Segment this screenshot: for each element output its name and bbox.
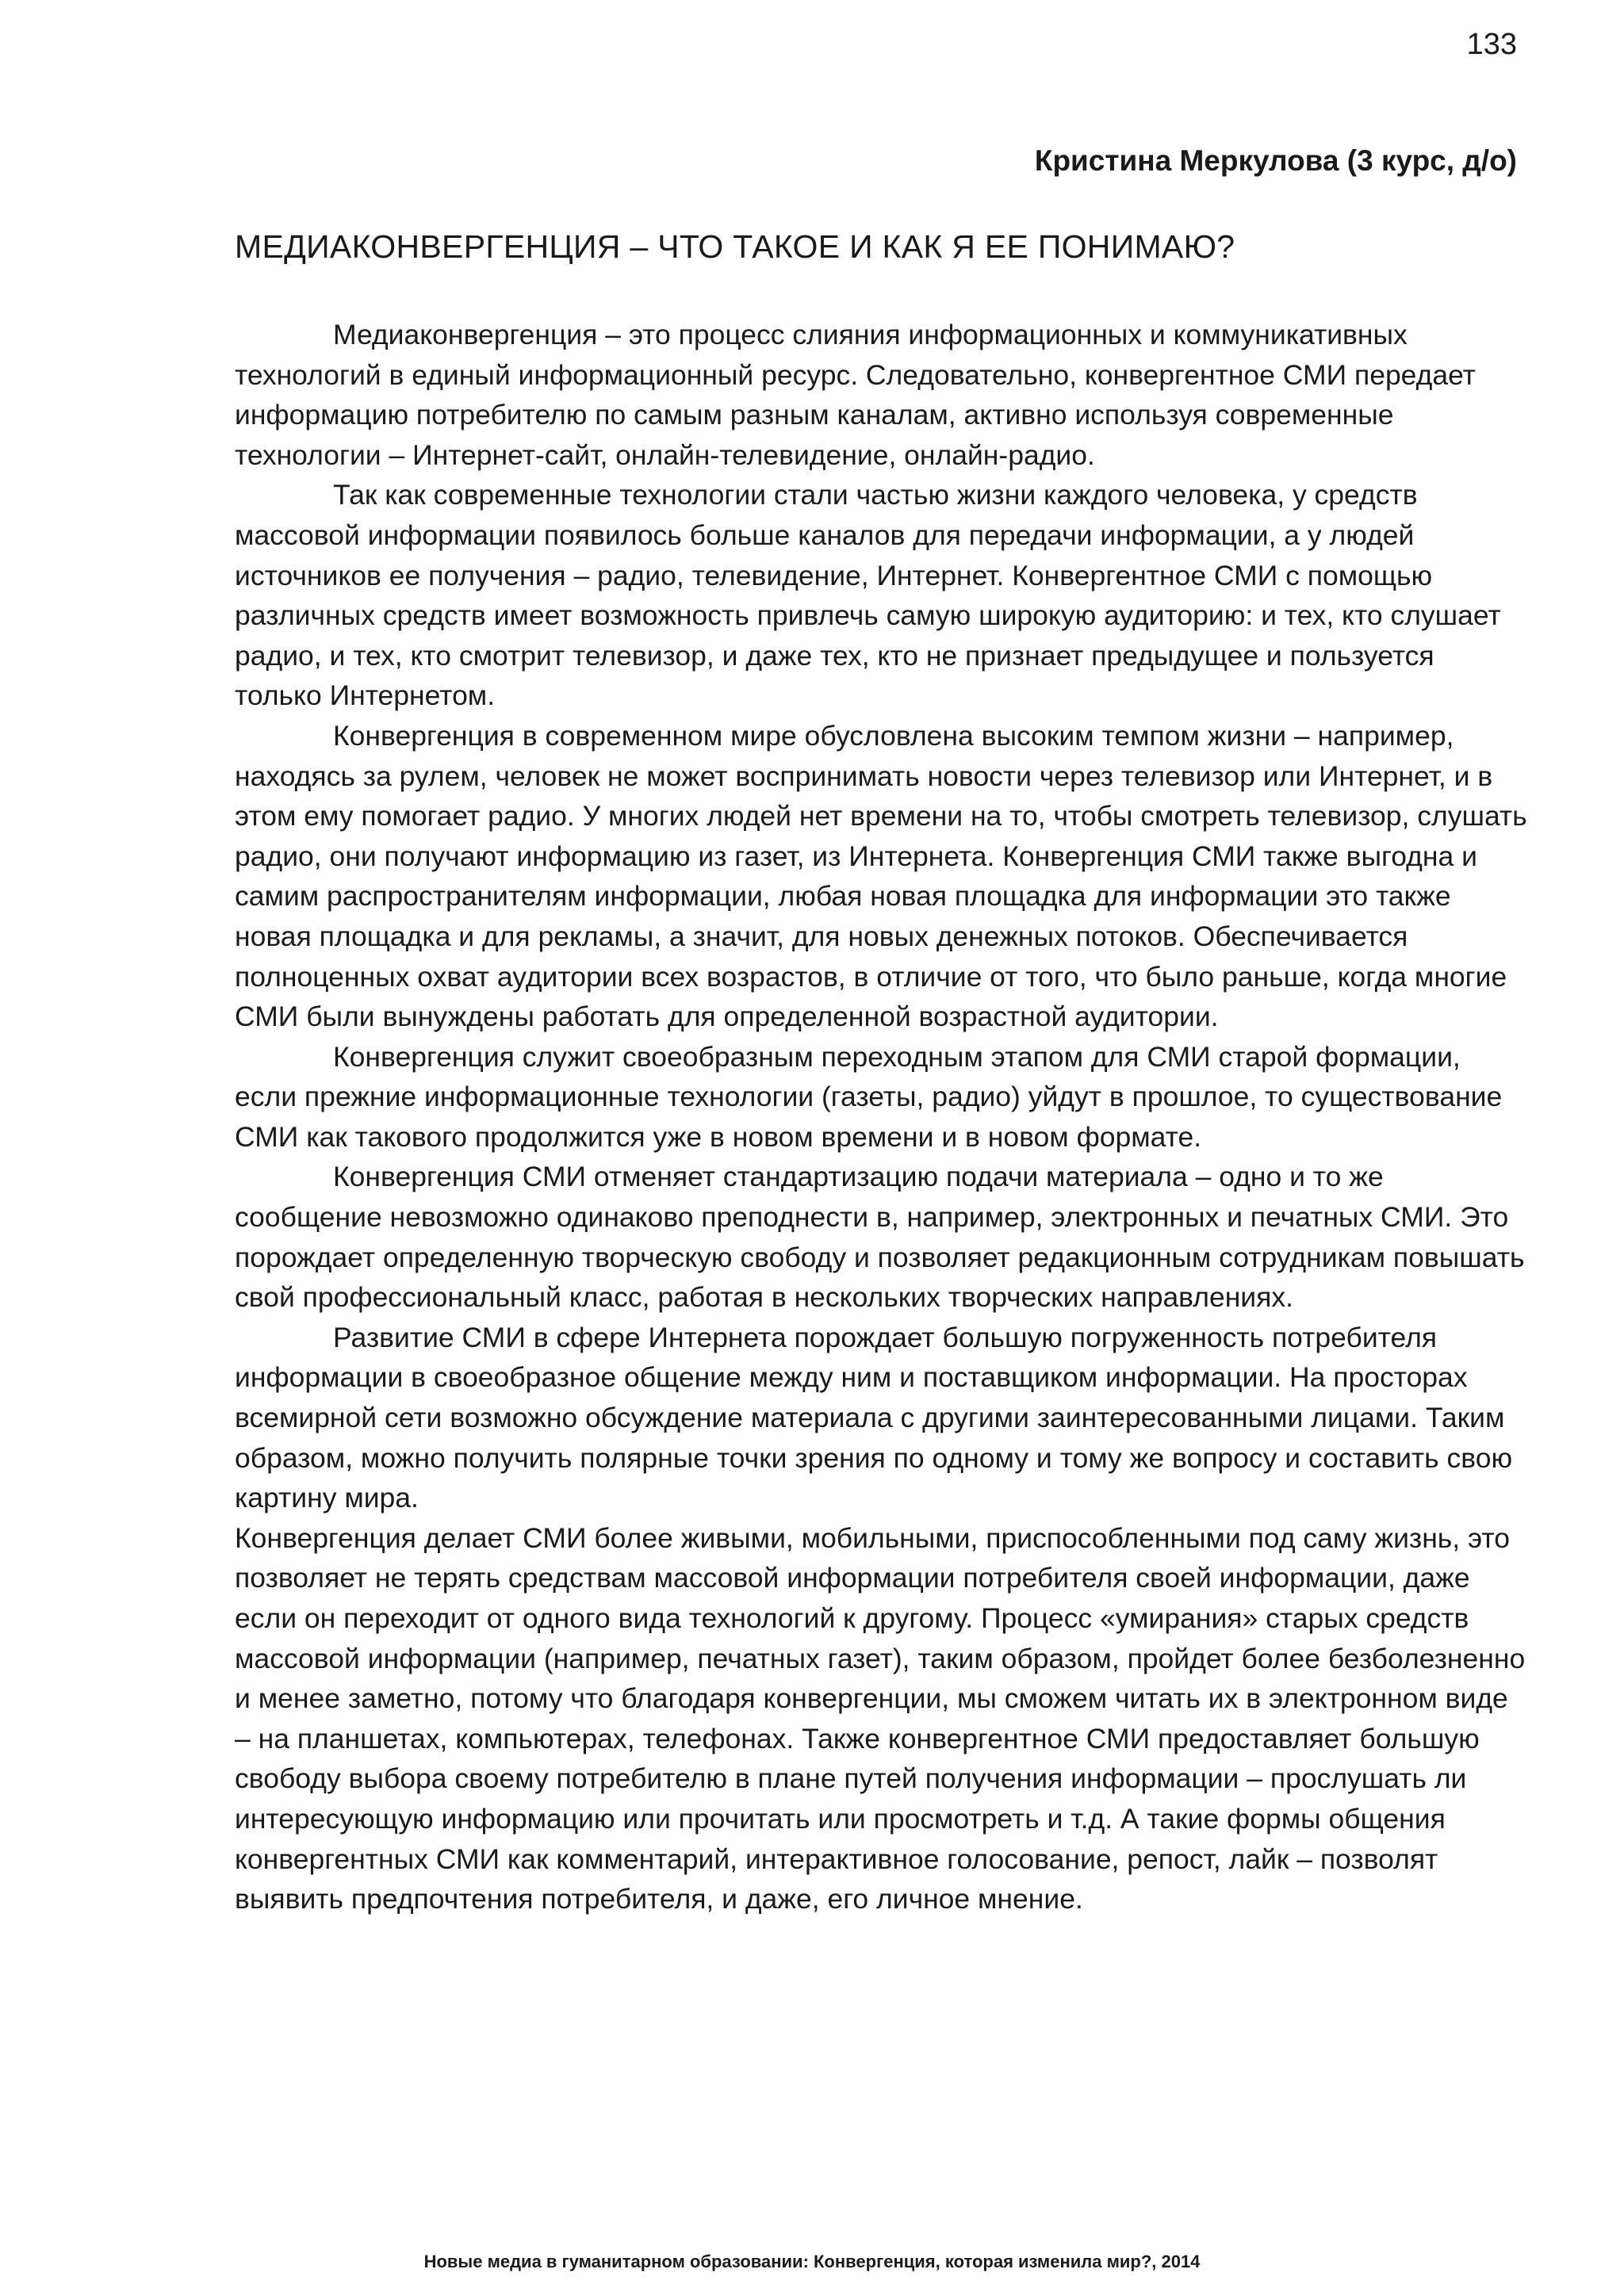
paragraph: Медиаконвергенция – это процесс слияния информационных и коммуникативных технологий в единый информационный ресурс. Следовательно, конвергентное СМИ передает информацию потребителю по самым разным каналам, активно используя современные технологии – Интернет-сайт, онлайн-телевидение, онлайн-радио. <box>235 319 1476 471</box>
article-title: МЕДИАКОНВЕРГЕНЦИЯ – ЧТО ТАКОЕ И КАК Я ЕЕ ПОНИМАЮ? <box>235 228 1235 265</box>
paragraph: Конвергенция делает СМИ более живыми, мобильными, приспособленными под саму жизнь, это позволяет не терять средствам массовой информации потребителя своей информации, даже если он переходит от одного вида технологий к другому. Процесс «умирания» старых средств массовой информации (например, печатных газет), таким образом, пройдет более безболезненно и менее заметно, потому что благодаря конвергенции, мы сможем читать их в электронном виде – на планшетах, компьютерах, телефонах. Также конвергентное СМИ предоставляет большую свободу выбора своему потребителю в плане путей получения информации – прослушать ли интересующую информацию или прочитать или просмотреть и т.д. А такие формы общения конвергентных СМИ как комментарий, интерактивное голосование, репост, лайк – позволят выявить предпочтения потребителя, и даже, его личное мнение. <box>235 1521 1526 1915</box>
page-footer: Новые медиа в гуманитарном образовании: Конвергенция, которая изменила мир?, 2014 <box>423 2252 1201 2271</box>
article-body <box>235 315 1527 1919</box>
paragraph: Развитие СМИ в сфере Интернета порождает большую погруженность потребителя информации в своеобразное общение между ним и поставщиком информации. На просторах всемирной сети возможно обсуждение материала с другими заинтересованными лицами. Таким образом, можно получить полярные точки зрения по одному и тому же вопросу и составить свою картину мира. <box>235 1321 1513 1514</box>
paragraph: Конвергенция служит своеобразным переходным этапом для СМИ старой формации, если прежние информационные технологии (газеты, радио) уйдут в прошлое, то существование СМИ как такового продолжится уже в новом времени и в новом формате. <box>235 1040 1503 1153</box>
paragraph: Так как современные технологии стали частью жизни каждого человека, у средств массовой информации появилось больше каналов для передачи информации, а у людей источников ее получения – радио, телевидение, Интернет. Конвергентное СМИ с помощью различных средств имеет возможность привлечь самую широкую аудиторию: и тех, кто слушает радио, и тех, кто смотрит телевизор, и даже тех, кто не признает предыдущее и пользуется только Интернетом. <box>235 479 1501 712</box>
paragraph: Конвергенция СМИ отменяет стандартизацию подачи материала – одно и то же сообщение невозможно одинаково преподнести в, например, электронных и печатных СМИ. Это порождает определенную творческую свободу и позволяет редакционным сотрудникам повышать свой профессиональный класс, работая в нескольких творческих направлениях. <box>235 1161 1525 1314</box>
author-line: Кристина Меркулова (3 курс, д/о) <box>1034 144 1517 177</box>
paragraph: Конвергенция в современном мире обусловлена высоким темпом жизни – например, находясь за рулем, человек не может воспринимать новости через телевизор или Интернет, и в этом ему помогает радио. У многих людей нет времени на то, чтобы смотреть телевизор, слушать радио, они получают информацию из газет, из Интернета. Конвергенция СМИ также выгодна и самим распространителям информации, любая новая площадка для информации это также новая площадка и для рекламы, а значит, для новых денежных потоков. Обеспечивается полноценных охват аудитории всех возрастов, в отличие от того, что было раньше, когда многие СМИ были вынуждены работать для определенной возрастной аудитории. <box>235 719 1527 1033</box>
page-number: 133 <box>1466 28 1517 61</box>
